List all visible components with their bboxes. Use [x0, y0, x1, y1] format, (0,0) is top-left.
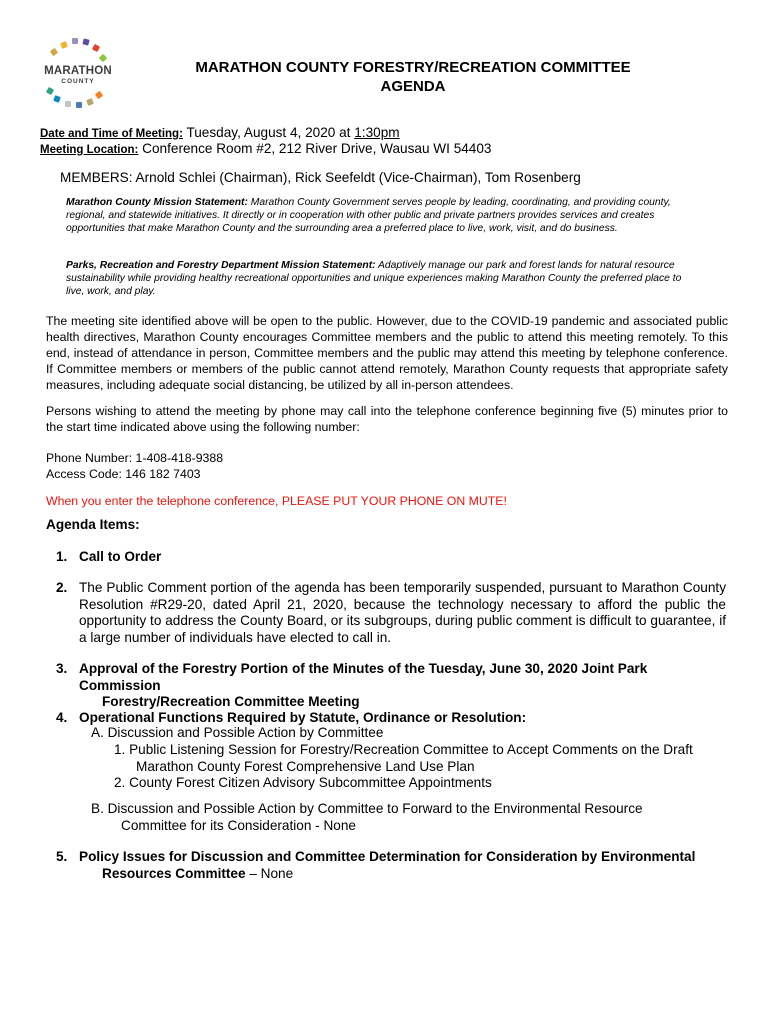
- county-mission-label: Marathon County Mission Statement:: [66, 197, 248, 208]
- logo-tile: [60, 41, 68, 49]
- agenda-item-line: Approval of the Forestry Portion of the Minutes of the Tuesday, June 30, 2020 Joint Park Commission: [79, 661, 648, 693]
- parks-mission-label: Parks, Recreation and Forestry Department Mission Statement:: [66, 260, 376, 271]
- agenda-item-3: [56, 661, 726, 711]
- meeting-location-value: Conference Room #2, 212 River Drive, Wausau WI 54403: [138, 141, 492, 156]
- agenda-heading: Agenda Items:: [46, 517, 140, 532]
- parks-mission-text: Adaptively manage our park and forest lands for natural resource sustainability while providing healthy recreational opportunities and unique experiences making Marathon County the preferred place to live, work, and play.: [66, 260, 682, 298]
- agenda-item-text: [79, 849, 726, 882]
- logo-tile: [82, 38, 89, 45]
- agenda-item-line2-rest: – None: [245, 865, 294, 881]
- logo-tile: [72, 38, 78, 44]
- meeting-location: [40, 141, 492, 156]
- meeting-time-hour: 1:30pm: [354, 125, 400, 140]
- agenda-item-number: 5.: [56, 849, 68, 864]
- members-list: MEMBERS: Arnold Schlei (Chairman), Rick Seefeldt (Vice-Chairman), Tom Rosenberg: [60, 170, 581, 185]
- agenda-item-text: The Public Comment portion of the agenda has been temporarily suspended, pursuant to Marathon County Resolution #R29-20, dated April 21, 2020, because the technology necessary to afford the public the opportunity to address the County Board, or its subgroups, during public comment is difficult to guarantee, if a large number of individuals have elected to call in.: [79, 580, 726, 645]
- agenda-item-text: Operational Functions Required by Statute, Ordinance or Resolution:: [79, 710, 527, 725]
- agenda-item-text: [79, 661, 726, 711]
- phone-number: Phone Number: 1-408-418-9388: [46, 451, 224, 465]
- logo-tile: [92, 44, 100, 52]
- meeting-time-label: Date and Time of Meeting:: [40, 128, 183, 140]
- logo-tile: [53, 95, 61, 103]
- logo-sub: COUNTY: [61, 78, 95, 85]
- agenda-subitem-2: 2. County Forest Citizen Advisory Subcommittee Appointments: [114, 775, 492, 790]
- logo-tile: [65, 101, 71, 107]
- document-title: MARATHON COUNTY FORESTRY/RECREATION COMMITTEE: [195, 59, 631, 76]
- document-subtitle: AGENDA: [380, 78, 446, 95]
- county-mission-statement: [66, 196, 696, 236]
- agenda-subitem-b: [91, 801, 691, 834]
- agenda-subitem-a: A. Discussion and Possible Action by Committee: [91, 725, 384, 740]
- logo-tile: [86, 98, 94, 106]
- agenda-subitem-line: Committee for its Consideration - None: [121, 817, 356, 833]
- meeting-location-label: Meeting Location:: [40, 144, 139, 156]
- agenda-item-number: 3.: [56, 661, 68, 676]
- agenda-item-5: [56, 849, 726, 882]
- agenda-item-line: Forestry/Recreation Committee Meeting: [102, 694, 360, 710]
- logo-name: MARATHON: [44, 65, 112, 77]
- county-mission-text: Marathon County Government serves people by leading, coordinating, and providing county, regional, and statewide initiatives. It directly or in cooperation with other public and private partners provides services and creates opportunities that make Marathon County and the surrounding area a preferred place to live, work, visit, and do business.: [66, 197, 671, 235]
- logo-tile: [50, 48, 58, 56]
- agenda-item-1: [56, 549, 726, 566]
- agenda-item-number: 4.: [56, 710, 68, 725]
- agenda-item-line2-bold: Resources Committee: [102, 865, 246, 881]
- agenda-item-text: Call to Order: [79, 549, 162, 564]
- agenda-item-2: [56, 580, 726, 646]
- meeting-time: [40, 125, 400, 140]
- agenda-subitem-line: Marathon County Forest Comprehensive Land Use Plan: [136, 758, 475, 774]
- agenda-subitem-line: B. Discussion and Possible Action by Committee to Forward to the Environmental Resource: [91, 801, 643, 816]
- agenda-item-line: Policy Issues for Discussion and Committee Determination for Consideration by Environmental: [79, 849, 696, 864]
- agenda-item-number: 1.: [56, 549, 68, 564]
- phone-details: [46, 450, 728, 482]
- covid-notice-paragraph: The meeting site identified above will be open to the public. However, due to the COVID-19 pandemic and associated public health directives, Marathon County encourages Committee members and the public to attend this meeting remotely. To this end, instead of attendance in person, Committee members and the public may attend this meeting by telephone conference. If Committee members or members of the public cannot attend remotely, Marathon County requests that appropriate safety measures, including adequate social distancing, be utilized by all in-person attendees.: [46, 314, 728, 392]
- parks-mission-statement: [66, 259, 696, 299]
- agenda-subitem-line: 1. Public Listening Session for Forestry/Recreation Committee to Accept Comments on the Draft: [114, 742, 693, 757]
- access-code: Access Code: 146 182 7403: [46, 467, 201, 481]
- meeting-time-value: Tuesday, August 4, 2020 at: [182, 125, 355, 140]
- mute-warning: When you enter the telephone conference, PLEASE PUT YOUR PHONE ON MUTE!: [46, 494, 507, 508]
- phone-instructions-paragraph: Persons wishing to attend the meeting by phone may call into the telephone conference beginning five (5) minutes prior to the start time indicated above using the following number:: [46, 404, 728, 434]
- agenda-subitem-1: [114, 742, 714, 775]
- logo-tile: [76, 102, 82, 108]
- agenda-item-line2: [79, 866, 726, 883]
- agenda-item-number: 2.: [56, 580, 68, 595]
